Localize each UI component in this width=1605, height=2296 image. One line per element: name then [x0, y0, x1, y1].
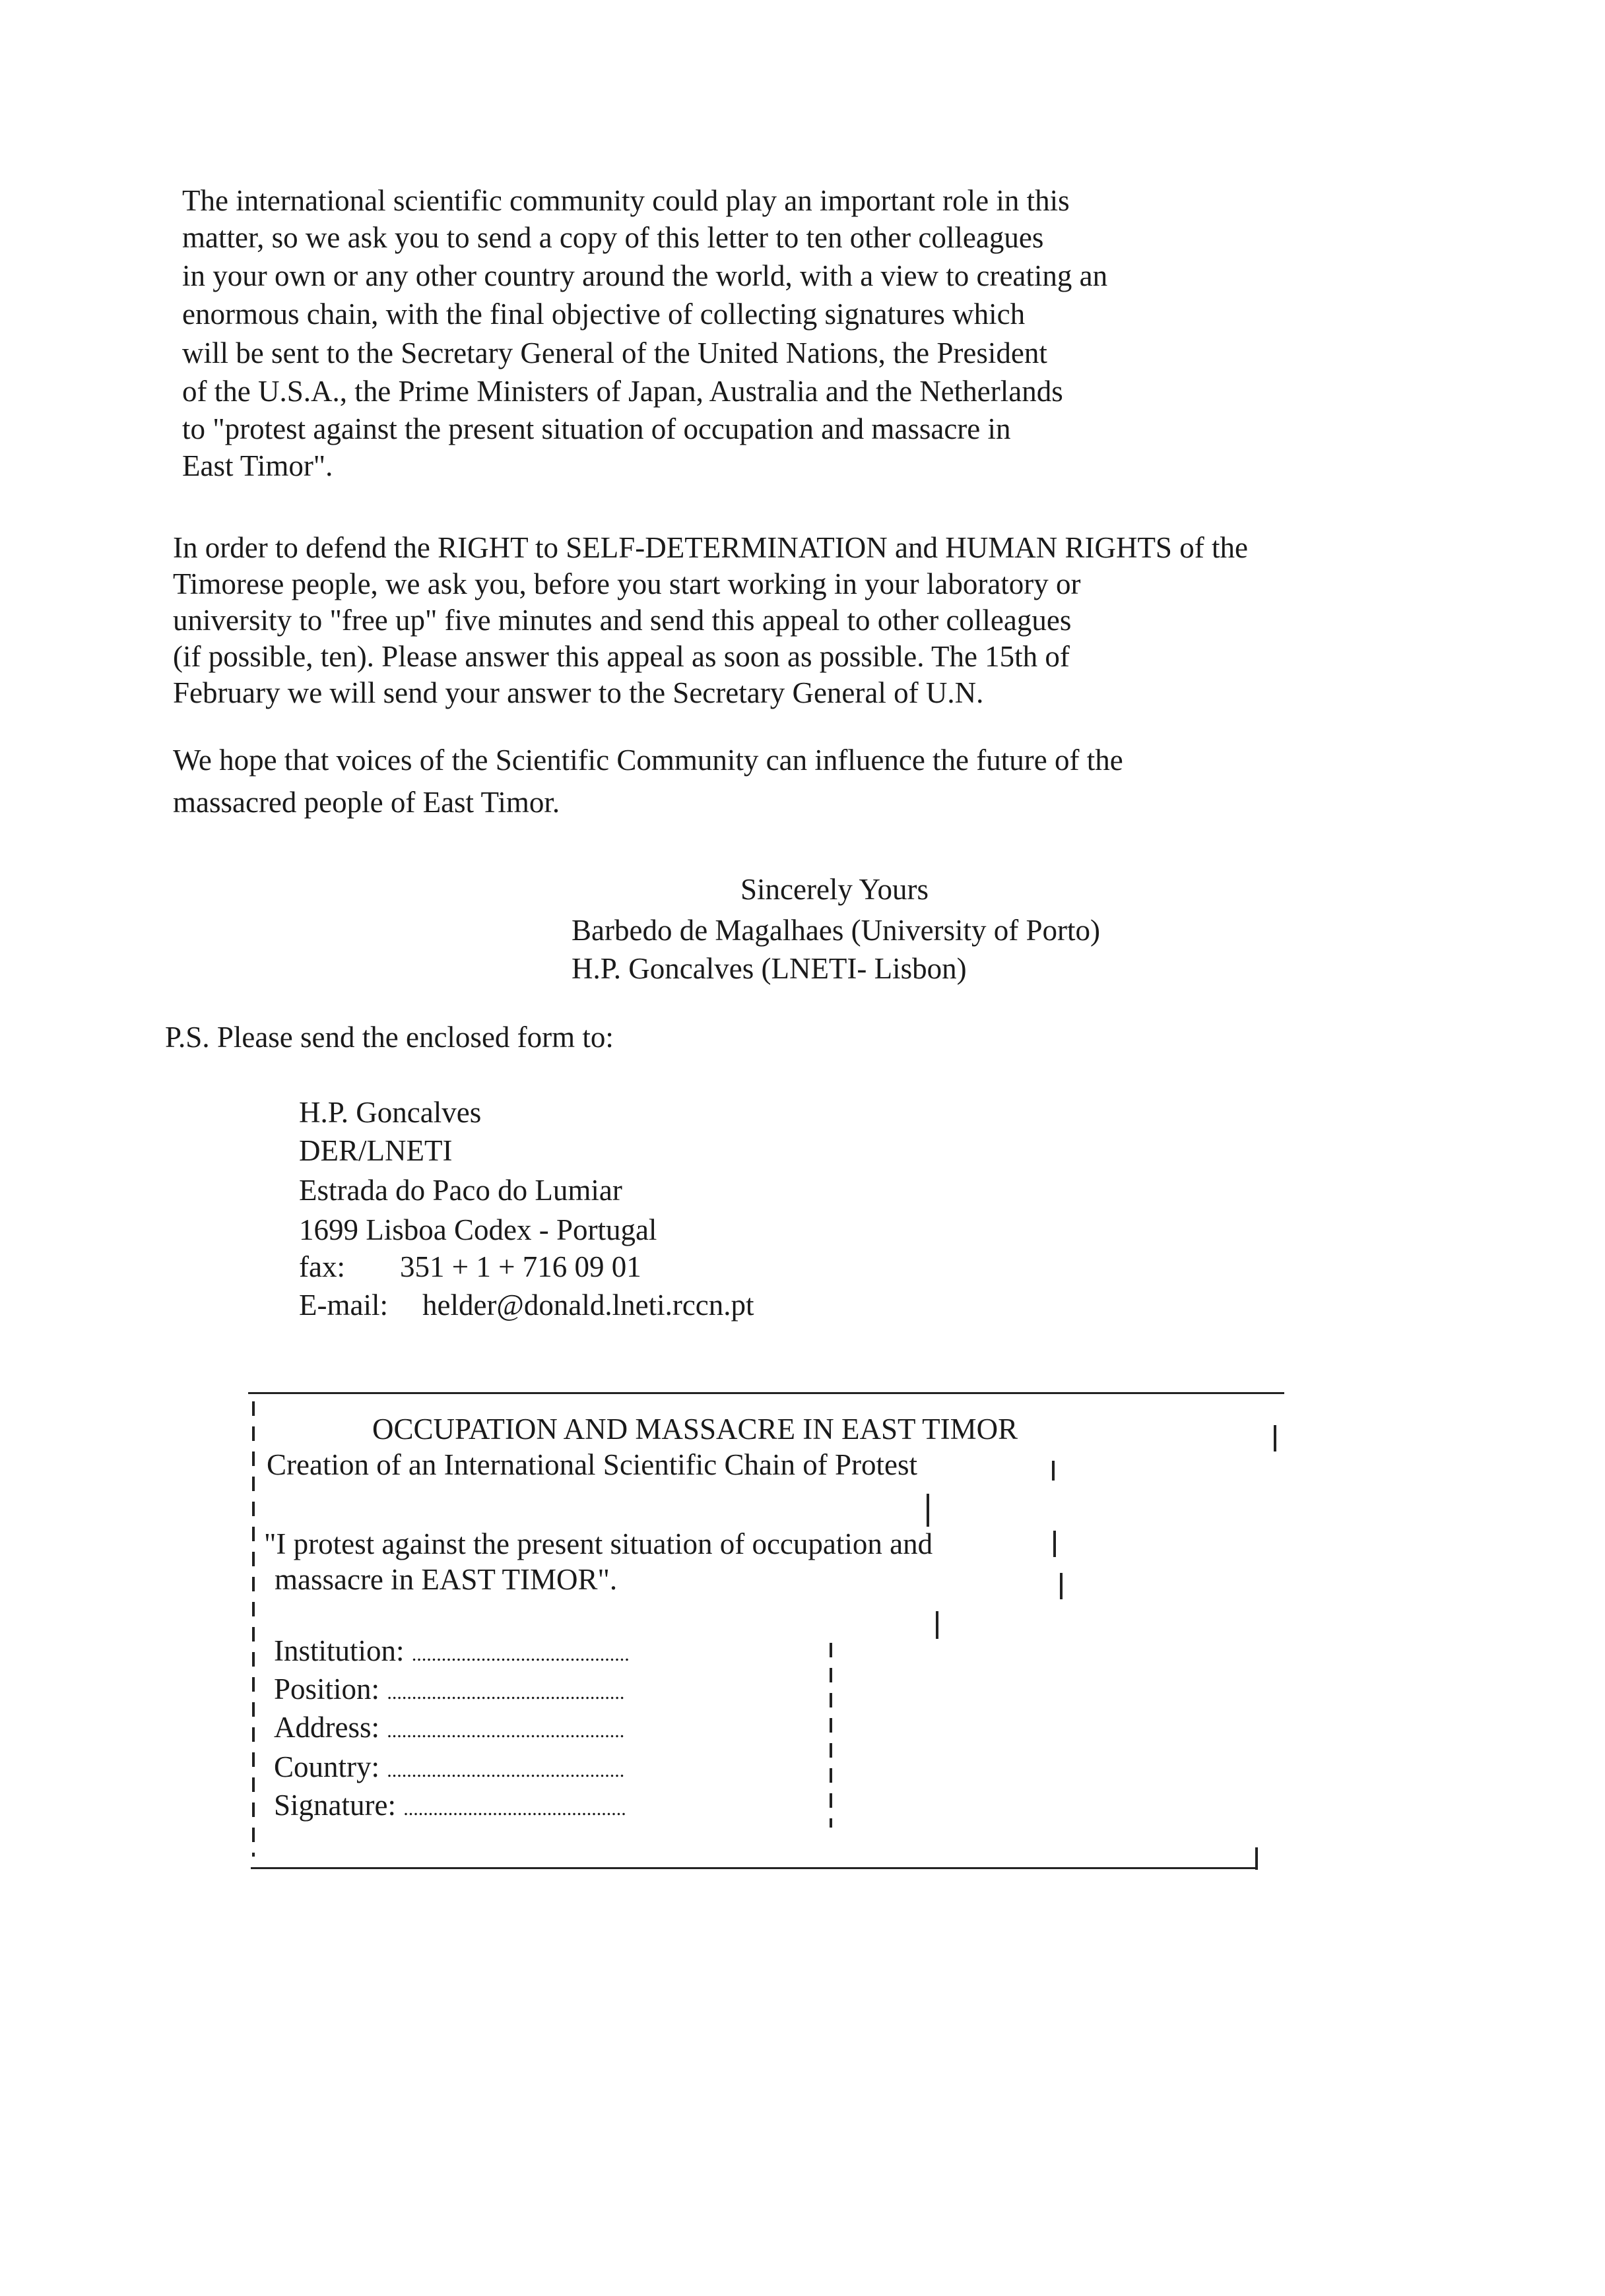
position-field[interactable]: [274, 1674, 624, 1704]
form-statement: "I protest against the present situation of occupation and: [264, 1527, 933, 1560]
closing: Sincerely Yours: [740, 873, 929, 906]
country-field[interactable]: [274, 1752, 624, 1782]
address-line: Estrada do Paco do Lumiar: [299, 1174, 622, 1207]
signature-field[interactable]: [274, 1791, 626, 1820]
field-label: Country:: [274, 1750, 380, 1783]
form-subtitle: Creation of an International Scientific Chain of Protest: [267, 1448, 917, 1481]
form-right-mark: [927, 1494, 929, 1527]
form-bottom-border: [251, 1867, 1257, 1869]
form-statement: massacre in EAST TIMOR".: [275, 1563, 618, 1596]
signatory: H.P. Goncalves (LNETI- Lisbon): [572, 952, 967, 985]
text-line: enormous chain, with the final objective of collecting signatures which: [182, 298, 1026, 331]
form-right-mark: [1060, 1573, 1063, 1599]
form-inner-right-border: [830, 1643, 832, 1828]
email-label: E-mail:: [299, 1289, 388, 1322]
form-left-border: [252, 1401, 255, 1857]
text-line: February we will send your answer to the Secretary General of U.N.: [173, 676, 984, 709]
field-label: Address:: [274, 1711, 379, 1744]
form-top-border: [248, 1392, 1284, 1394]
form-title: OCCUPATION AND MASSACRE IN EAST TIMOR: [372, 1413, 1018, 1446]
field-label: Signature:: [274, 1789, 396, 1822]
field-dots: ................................................: [387, 1720, 625, 1742]
email-address: helder@donald.lneti.rccn.pt: [422, 1289, 754, 1322]
text-line: We hope that voices of the Scientific Community can influence the future of the: [173, 744, 1123, 777]
text-line: The international scientific community could play an important role in this: [182, 184, 1070, 217]
text-line: in your own or any other country around the world, with a view to creating an: [182, 259, 1108, 292]
text-line: university to "free up" five minutes and send this appeal to other colleagues: [173, 604, 1072, 637]
form-right-mark: [1053, 1531, 1056, 1557]
text-line: of the U.S.A., the Prime Ministers of Japan, Australia and the Netherlands: [182, 375, 1063, 408]
signatory: Barbedo de Magalhaes (University of Porto): [572, 914, 1101, 947]
institution-field[interactable]: [274, 1636, 630, 1666]
form-corner-mark: [1255, 1847, 1258, 1870]
address-field[interactable]: [274, 1713, 624, 1742]
postscript: P.S. Please send the enclosed form to:: [165, 1021, 614, 1054]
text-line: to "protest against the present situation of occupation and massacre in: [182, 412, 1011, 445]
form-right-mark: [936, 1611, 938, 1639]
text-line: In order to defend the RIGHT to SELF-DETERMINATION and HUMAN RIGHTS of the: [173, 531, 1248, 564]
field-label: Institution:: [274, 1634, 405, 1667]
address-line: DER/LNETI: [299, 1134, 453, 1167]
field-dots: .............................................: [403, 1798, 626, 1820]
field-dots: ............................................: [411, 1643, 630, 1665]
fax-number: 351 + 1 + 716 09 01: [400, 1250, 641, 1283]
text-line: East Timor".: [182, 449, 333, 482]
form-right-mark: [1052, 1461, 1055, 1481]
text-line: matter, so we ask you to send a copy of this letter to ten other colleagues: [182, 221, 1044, 254]
fax-label: fax:: [299, 1250, 345, 1283]
address-line: 1699 Lisboa Codex - Portugal: [299, 1213, 657, 1246]
text-line: massacred people of East Timor.: [173, 786, 560, 819]
field-dots: ................................................: [387, 1760, 625, 1781]
field-label: Position:: [274, 1673, 380, 1706]
text-line: will be sent to the Secretary General of the United Nations, the President: [182, 336, 1047, 369]
address-line: H.P. Goncalves: [299, 1096, 482, 1129]
form-right-mark: [1274, 1425, 1276, 1451]
text-line: (if possible, ten). Please answer this appeal as soon as possible. The 15th of: [173, 640, 1070, 673]
text-line: Timorese people, we ask you, before you start working in your laboratory or: [173, 567, 1081, 600]
field-dots: ................................................: [387, 1682, 625, 1704]
